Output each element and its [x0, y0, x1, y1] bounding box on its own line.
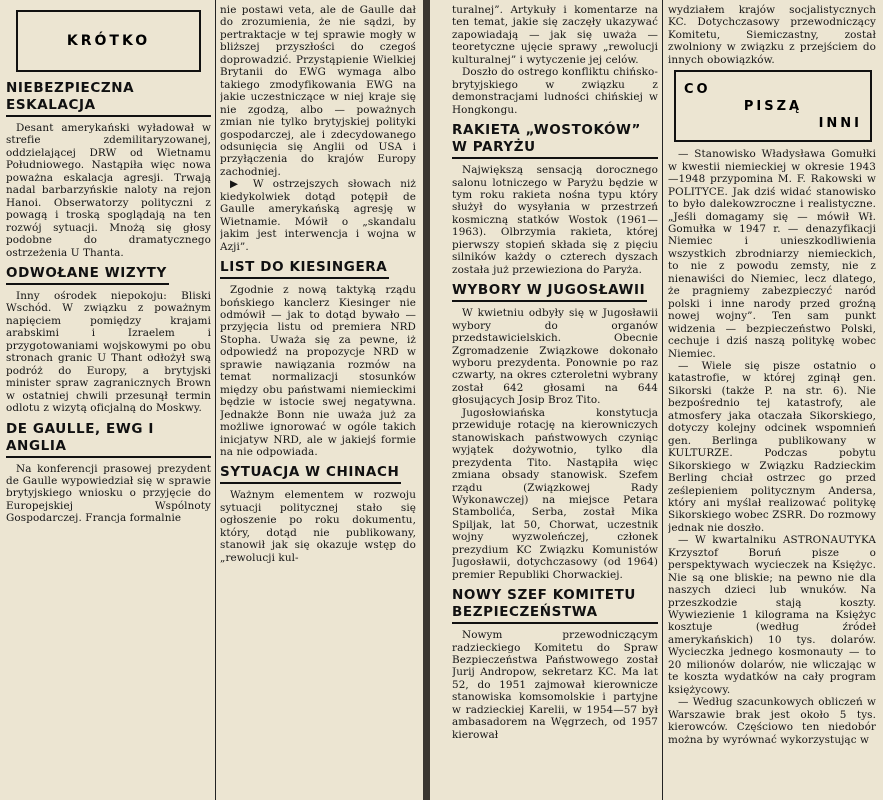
article-sikorski-text: — Wiele się pisze ostatnio o katastrofie, w której zginął gen. Sikorski (także P. na str. 6). Nie bezpośrednio tej katastrofy, ale atmosfery jaka otaczała Sikorskiego, dotyczy kolejny odcinek wspomnień gen. Berlinga publikowany w KULTURZE. Podczas pobytu Sikorskiego w Związku Radzieckim Berling chciał ostrzec go przed ześlepieniem politycznym Andersa, który ani myślał realizować politykę Sikorskiego wobec ZSRR. Do rozmowy jednak nie doszło.	[668, 359, 876, 534]
box-line-co: CO	[684, 81, 711, 97]
article-kiesinger-text: Zgodnie z nową taktyką rządu bońskiego kanclerz Kiesinger nie odmówił — jak to dotąd bywało — przyjęcia listu od premiera NRD Stopha. Uważa się za pewne, iż odpowiedź na propozycje NRD w sprawie nawiązania rozmów na temat normalizacji stosunków między obu państwami niemieckimi będzie w istocie swej negatywna. Jednakże Bonn nie uważa już za możliwe ignorować w ogóle takich inicjatyw NRD, ale w jakiejś formie na nie odpowiada.	[220, 284, 416, 458]
headline-odwolane-wizyty: ODWOŁANE WIZYTY	[6, 265, 211, 285]
headline-nowy-szef-komitetu: NOWY SZEF KOMITETU BEZPIECZEŃSTWA	[452, 587, 658, 624]
box-line-inni: INNI	[818, 115, 862, 131]
article-andropow-continued: wydziałem krajów socjalistycznych KC. Dotychczasowy przewodniczący Komitetu, Siemiczastny, został zwolniony w związku z przejściem do innych obowiązków.	[668, 4, 876, 66]
article-kierowcy-text: — Według szacunkowych obliczeń w Warszawie brak jest około 5 tys. kierowców. Częściowo ten niedobór można by wyrównać wykorzystując w	[668, 696, 876, 746]
headline-de-gaulle: DE GAULLE, EWG I ANGLIA	[6, 421, 211, 458]
article-chiny-continued: turalnej”. Artykuły i komentarze na ten temat, jakie się zaczęły ukazywać zapowiadają — jak się uważa — teoretyczne ujęcie sprawy „rewolucji kulturalnej” i wytyczenie jej celów.	[452, 4, 658, 66]
co-pisza-inni-section-box	[674, 70, 872, 142]
column-divider	[215, 0, 216, 800]
article-eskalacja-text: Desant amerykański wyładował w strefie zdemilitaryzowanej, oddzielającej DRW od Wietnamu Południowego. Nastąpiła więc nowa poważna eskalacja agresji. Trwają nadal barbarzyńskie naloty na rejon Hanoi. Obserwatorzy polityczni z powagą i troską spoglądają na ten rozwój sytuacji. Mnożą się głosy podobne do dramatycznego ostrzeżenia U Thanta.	[6, 122, 211, 259]
article-wybory-text: W kwietniu odbyły się w Jugosławii wybory do organów przedstawicielskich. Obecnie Zgromadzenie Związkowe dokonało wyboru prezydenta. Ponownie po raz czwarty, na okres czteroletni wybrany został 642 głosami na 644 głosujących Josip Broz Tito.	[452, 307, 658, 407]
krotko-section-box	[16, 10, 201, 72]
left-newspaper-page	[0, 0, 423, 800]
headline-wybory-jugoslawia: WYBORY W JUGOSŁAWII	[452, 282, 658, 302]
right-column-2	[668, 4, 876, 796]
left-column-2	[220, 4, 416, 796]
article-rakieta-text: Największą sensacją dorocznego salonu lotniczego w Paryżu będzie w tym roku rakieta nośna typu który służył do wysyłania w przestrzeń kosmiczną statków Wostok (1961—1963). Olbrzymia rakieta, której pierwszy stopień składa się z pięciu silników każdy o czterech dyszach została już przewieziona do Paryża.	[452, 164, 658, 276]
left-column-1	[6, 4, 211, 796]
article-chiny-text: Ważnym elementem w rozwoju sytuacji politycznej stało się ogłoszenie po roku dokumentu, który, dotąd nie publikowany, stanowił jak się okazuje wstęp do „rewolucji kul-	[220, 489, 416, 564]
column-divider	[662, 0, 663, 800]
krotko-label: KRÓTKO	[66, 33, 151, 49]
box-line-pisza: PISZĄ	[743, 98, 803, 114]
article-jugoslawia-konstytucja: Jugosłowiańska konstytucja przewiduje rotację na kierowniczych stanowiskach państwowych czyniąc wyjątek dożywotnio, tylko dla prezydenta Tito. Nastąpiła więc zmiana obsady stanowisk. Szefem rządu (Związkowej Rady Wykonawczej) na miejsce Petara Stambolića, Serba, został Mika Spiljak, lat 50, Chorwat, uczestnik wojny wyzwoleńczej, członek prezydium KC Związku Komunistów Jugosławii, dotychczasowy (od 1964) premier Republiki Chorwackiej.	[452, 406, 658, 581]
article-de-gaulle-wietnam: ▶ W ostrzejszych słowach niż kiedykolwiek dotąd potępił de Gaulle amerykańską agresję w Wietnamie. Mówił o „skandalu jakim jest interwencja i wojna w Azji”.	[220, 178, 416, 253]
article-de-gaulle-text: Na konferencji prasowej prezydent de Gaulle wypowiedział się w sprawie brytyjskiego wniosku o przyjęcie do Europejskiej Wspólnoty Gospodarczej. Francja formalnie	[6, 462, 211, 525]
article-gomulka-text: — Stanowisko Władysława Gomułki w kwestii niemieckiej w okresie 1943—1948 przypomina M. F. Rakowski w POLITYCE. Jak dziś widać stanowisko to było dalekowzroczne i realistyczne. „Jeśli domagamy się — mówił Wł. Gomułka w 1947 r. — denazyfikacji Niemiec i unieszkodliwienia wszystkich zbrodniarzy niemieckich, to nie z powodu zemsty, nie z nienawiści do Niemiec, lecz dlatego, że pragniemy zabezpieczyć naród polski i inne narody przed groźną nowej wojny”. Ten sam punkt widzenia — bezpieczeństwo Polski, cechuje i dziś naszą politykę wobec Niemiec.	[668, 148, 876, 360]
headline-list-kiesingera: LIST DO KIESINGERA	[220, 259, 416, 279]
headline-rakieta-wostokow: RAKIETA „WOSTOKÓW” W PARYŻU	[452, 122, 658, 159]
headline-sytuacja-w-chinach: SYTUACJA W CHINACH	[220, 464, 416, 484]
right-column-1	[452, 4, 658, 796]
article-hongkong-text: Doszło do ostrego konfliktu chińsko-brytyjskiego w związku z demonstracjami ludności chińskiej w Hongkongu.	[452, 66, 658, 116]
headline-eskalacja: NIEBEZPIECZNA ESKALACJA	[6, 80, 211, 117]
article-de-gaulle-continued: nie postawi veta, ale de Gaulle dał do zrozumienia, że nie sądzi, by pertraktacje w tej sprawie mogły w bliższej przyszłości do czegoś doprowadzić. Przystąpienie Wielkiej Brytanii do EWG wymaga albo takiego zmodyfikowania EWG na jakie uczestniczące w niej kraje się nie zgodzą, albo — poważnych zmian nie tylko brytyjskiej polityki gospodarczej, ale i zdecydowanego odsunięcia się Anglii od USA i przyłączenia do krajów Europy zachodniej.	[220, 4, 416, 178]
article-andropow-text: Nowym przewodniczącym radzieckiego Komitetu do Spraw Bezpieczeństwa Państwowego został Jurij Andropow, sekretarz KC. Ma lat 52, do 1951 zajmował kierownicze stanowiska komsomolskie i partyjne w radzieckiej Karelii, w 1954—57 był ambasadorem na Węgrzech, od 1957 kierował	[452, 629, 658, 741]
article-wizyty-text: Inny ośrodek niepokoju: Bliski Wschód. W związku z poważnym napięciem pomiędzy krajami arabskimi i Izraelem i przygotowaniami wojskowymi po obu stronach granic U Thant odłożył swą podróż do Europy, a brytyjski minister spraw zagranicznych Brown w ostatniej chwili przesunął termin odlotu z wizytą oficjalną do Moskwy.	[6, 289, 211, 415]
right-newspaper-page	[430, 0, 883, 800]
article-astronautyka-text: — W kwartalniku ASTRONAUTYKA Krzysztof Boruń pisze o perspektywach wycieczek na Księżyc. Nie są one bliskie; na pewno nie dla naszych dzieci lub wnuków. Na przeszkodzie stają koszty. Wywiezienie 1 kilograma na Księżyc kosztuje (według źródeł amerykańskich) 10 tys. dolarów. Wycieczka jednego kosmonauty — to 20 milionów dolarów, nie wliczając w te koszta wydatków na cały program księżycowy.	[668, 534, 876, 696]
